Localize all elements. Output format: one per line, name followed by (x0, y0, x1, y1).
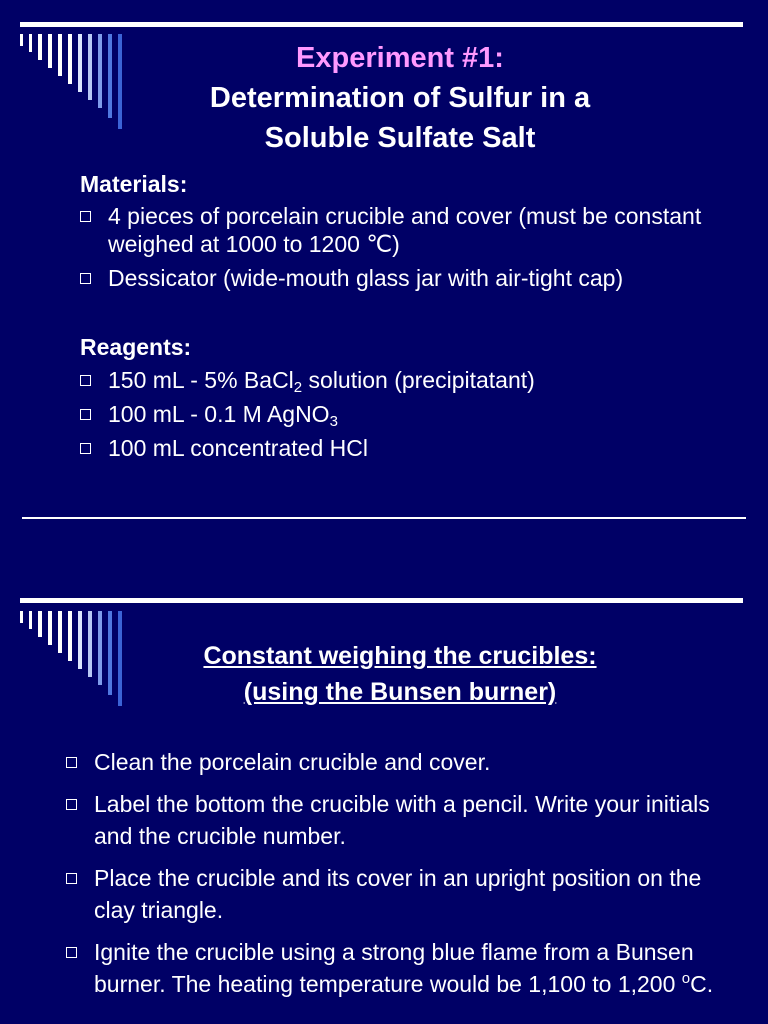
reagent-text: 100 mL concentrated HCl (108, 435, 368, 461)
square-bullet-icon (80, 211, 91, 222)
top-rule (20, 22, 743, 27)
list-item (66, 936, 726, 1000)
reagent-text: 100 mL - 0.1 M AgNO (108, 401, 330, 427)
top-rule (20, 598, 743, 603)
slide-title (130, 638, 670, 710)
square-bullet-icon (80, 409, 91, 420)
square-bullet-icon (80, 375, 91, 386)
reagents-list (80, 366, 720, 462)
subscript: 2 (293, 379, 303, 396)
title-line-2: Determination of Sulfur in a (209, 82, 591, 114)
square-bullet-icon (80, 443, 91, 454)
list-item (80, 400, 720, 428)
reagents-heading: Reagents: (80, 334, 192, 360)
vertical-bars-decoration (20, 611, 130, 706)
slide-title (130, 38, 670, 158)
list-item (80, 434, 720, 462)
step-text-end: C. (690, 971, 714, 997)
step-text: Clean the porcelain crucible and cover. (94, 749, 491, 775)
title-line-3: Soluble Sulfate Salt (264, 122, 536, 154)
reagent-text: solution (precipitatant) (302, 367, 535, 393)
title-line-1: Constant weighing the crucibles: (203, 642, 597, 670)
title-line-2: (using the Bunsen burner) (243, 678, 557, 706)
square-bullet-icon (66, 799, 77, 810)
materials-list (80, 202, 720, 292)
list-item (66, 862, 726, 926)
square-bullet-icon (66, 947, 77, 958)
square-bullet-icon (66, 873, 77, 884)
steps-list (66, 746, 726, 1010)
list-item (80, 366, 720, 394)
step-text: Place the crucible and its cover in an upright position on the clay triangle. (94, 865, 702, 923)
square-bullet-icon (66, 757, 77, 768)
step-text: Label the bottom the crucible with a pencil. Write your initials and the crucible number. (94, 791, 710, 849)
subscript: 3 (329, 413, 338, 430)
vertical-bars-decoration (20, 34, 130, 129)
list-item (80, 202, 720, 258)
material-text: 4 pieces of porcelain crucible and cover (must be constant weighed at 1000 to 1200 ℃) (108, 203, 702, 257)
step-text: Ignite the crucible using a strong blue flame from a Bunsen burner. The heating temperature would be 1,100 to 1,200 (94, 939, 694, 997)
list-item (66, 746, 726, 778)
reagent-text: 150 mL - 5% BaCl (108, 367, 294, 393)
slide-2 (0, 512, 768, 1024)
title-experiment: Experiment #1: (296, 42, 504, 74)
list-item (80, 264, 720, 292)
list-item (66, 788, 726, 852)
square-bullet-icon (80, 273, 91, 284)
materials-heading: Materials: (80, 171, 188, 197)
material-text: Dessicator (wide-mouth glass jar with air-tight cap) (108, 265, 624, 291)
degree-superscript: o (681, 970, 691, 987)
